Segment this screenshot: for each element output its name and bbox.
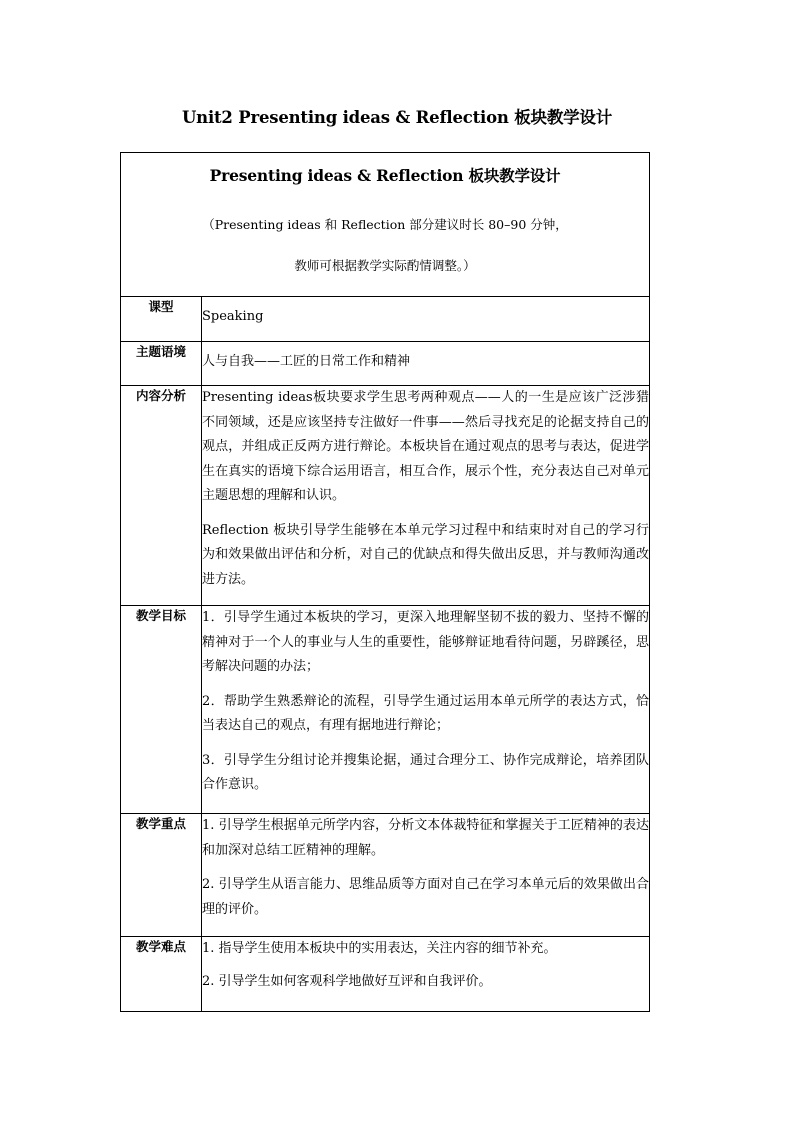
difficult-point-item: 1. 指导学生使用本板块中的实用表达，关注内容的细节补充。 [202, 941, 557, 956]
row-label-theme-context: 主题语境 [121, 342, 202, 386]
row-label-content-analysis: 内容分析 [121, 386, 202, 606]
row-content-teaching-objectives [202, 606, 650, 814]
content-analysis-paragraph: Reflection 板块引导学生能够在本单元学习过程中和结束时对自己的学习行为和效果做出评估和分析，对自己的优缺点和得失做出反思，并与教师沟通改进方法。 [202, 522, 649, 587]
table-header-cell [121, 153, 650, 297]
duration-note-line-2: 教师可根据教学实际酌情调整。） [294, 258, 476, 273]
row-label-teaching-objectives: 教学目标 [121, 606, 202, 814]
lesson-plan-table [120, 152, 650, 1012]
row-content-theme-context [202, 342, 650, 386]
row-content-key-points [202, 814, 650, 937]
objective-item: 2．帮助学生熟悉辩论的流程，引导学生通过运用本单元所学的表达方式，恰当表达自己的观点，有理有据地进行辩论； [202, 693, 649, 733]
table-row-content-analysis [121, 386, 650, 606]
row-content-lesson-type [202, 297, 650, 342]
row-label-key-points: 教学重点 [121, 814, 202, 937]
table-header-title: Presenting ideas & Reflection 板块教学设计 [209, 166, 561, 185]
row-label-difficult-points: 教学难点 [121, 937, 202, 1012]
page-title: Unit2 Presenting ideas & Reflection 板块教学设计 [181, 108, 613, 127]
table-row-lesson-type [121, 297, 650, 342]
table-row-difficult-points [121, 937, 650, 1012]
row-label-lesson-type: 课型 [121, 297, 202, 342]
objective-item: 1．引导学生通过本板块的学习，更深入地理解坚韧不拔的毅力、坚持不懈的精神对于一个人的事业与人生的重要性，能够辩证地看待问题，另辟蹊径，思考解决问题的办法； [202, 610, 649, 674]
difficult-point-item: 2. 引导学生如何客观科学地做好互评和自我评价。 [202, 973, 492, 989]
theme-context-value: 人与自我——工匠的日常工作和精神 [202, 354, 411, 369]
key-point-item: 1. 引导学生根据单元所学内容，分析文本体裁特征和掌握关于工匠精神的表达和加深对总结工匠精神的理解。 [202, 818, 649, 858]
table-row-key-points [121, 814, 650, 937]
objective-item: 3．引导学生分组讨论并搜集论据，通过合理分工、协作完成辩论，培养团队合作意识。 [202, 752, 649, 792]
content-analysis-paragraph: Presenting ideas板块要求学生思考两种观点——人的一生是应该广泛涉猎不同领域，还是应该坚持专注做好一件事——然后寻找充足的论据支持自己的观点，并组成正反两方进行辩论。本板块旨在通过观点的思考与表达，促进学生在真实的语境下综合运用语言，相互合作，展示个性，充分表达自己对单元主题思想的理解和认识。 [202, 390, 649, 503]
row-content-difficult-points [202, 937, 650, 1012]
key-point-item: 2. 引导学生从语言能力、思维品质等方面对自己在学习本单元后的效果做出合理的评价。 [202, 877, 649, 917]
table-header-row [121, 153, 650, 297]
table-row-theme-context [121, 342, 650, 386]
table-row-teaching-objectives [121, 606, 650, 814]
lesson-type-value: Speaking [202, 309, 264, 324]
duration-note-line-1: （Presenting ideas 和 Reflection 部分建议时长 80–90 分钟， [202, 217, 568, 232]
row-content-content-analysis [202, 386, 650, 606]
